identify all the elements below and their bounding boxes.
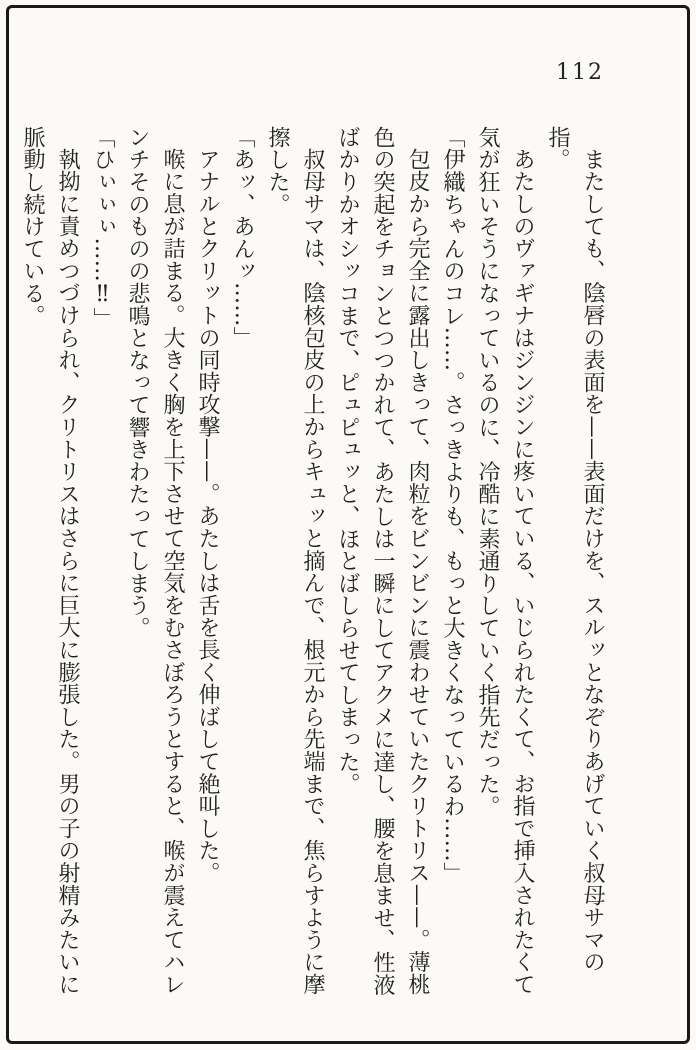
paragraph-dialogue: 「あッ、あんッ……」	[230, 126, 255, 349]
page-number: 112	[556, 60, 604, 85]
paragraph: 喉に息が詰まる。大きく胸を上下させて空気をむさぼろうとすると、喉が震えてハレンチそのものの悲鳴となって響きわたってしまう。	[125, 126, 185, 996]
paragraph: あたしのヴァギナはジンジンに疼いている、いじられたくて、お指で挿入されたくて気が狂いそうになっているのに、冷酷に素通りしていく指先だった。	[475, 126, 535, 996]
paragraph-dialogue: 「ひぃぃぃ……‼」	[90, 126, 115, 330]
page-text-body	[20, 126, 610, 1010]
paragraph: 包皮から完全に露出しきって、肉粒をビンビンに震わせていたクリトリス——。薄桃色の突起をチョンとつつかれて、あたしは一瞬にしてアクメに達し、腰を息ませ、性液ばかりかオシッコまで、ピュピュッと、ほとばしらせてしまった。	[335, 126, 430, 996]
paragraph: アナルとクリットの同時攻撃——。あたしは舌を長く伸ばして絶叫した。	[195, 148, 220, 884]
paragraph-dialogue: 「伊織ちゃんのコレ……。さっきよりも、もっと大きくなっているわ……」	[440, 126, 465, 885]
paragraph: またしても、陰唇の表面を——表面だけを、スルッとなぞりあげていく叔母サマの指。	[545, 126, 605, 974]
paragraph: 叔母サマは、陰核包皮の上からキュッと摘んで、根元から先端まで、焦らすように摩擦した。	[265, 126, 325, 996]
paragraph: 執拗に責めつづけられ、クリトリスはさらに巨大に膨張した。男の子の射精みたいに脈動し続けている。	[20, 126, 80, 996]
